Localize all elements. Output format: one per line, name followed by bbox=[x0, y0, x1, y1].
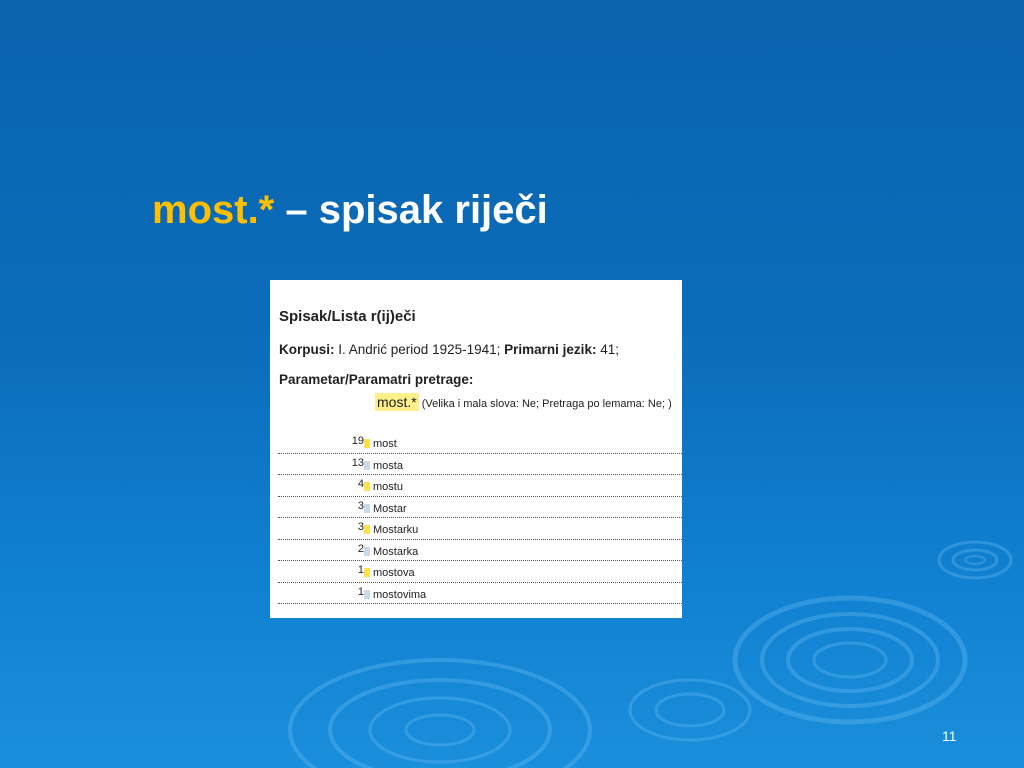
corpus-label: Korpusi: bbox=[279, 342, 335, 357]
word-color-marker bbox=[364, 504, 370, 513]
word-count: 13 bbox=[351, 456, 364, 469]
screenshot-heading: Spisak/Lista r(ij)eči bbox=[279, 308, 416, 325]
word-row bbox=[278, 583, 682, 605]
primary-language-label: Primarni jezik: bbox=[504, 342, 597, 357]
corpus-value: I. Andrić period 1925-1941; bbox=[338, 342, 501, 357]
word-color-marker bbox=[364, 547, 370, 556]
word-row bbox=[278, 561, 682, 583]
word-row bbox=[278, 540, 682, 562]
word-count: 2 bbox=[357, 542, 364, 555]
word-form: mosta bbox=[373, 459, 403, 472]
word-count: 3 bbox=[357, 521, 364, 533]
word-form: Mostar bbox=[373, 502, 407, 515]
word-form: most bbox=[373, 438, 397, 450]
word-count: 3 bbox=[357, 499, 364, 512]
word-frequency-list bbox=[278, 432, 682, 604]
word-form: mostova bbox=[373, 567, 415, 579]
word-form: mostu bbox=[373, 481, 403, 493]
word-list-screenshot bbox=[270, 280, 682, 618]
search-query-term: most.* bbox=[377, 394, 417, 410]
slide-title-text: – spisak riječi bbox=[285, 188, 548, 232]
word-count: 4 bbox=[357, 478, 364, 490]
slide-title-query: most.* bbox=[152, 188, 275, 232]
word-color-marker bbox=[364, 525, 370, 534]
word-row bbox=[278, 518, 682, 540]
word-row bbox=[278, 497, 682, 519]
slide-title bbox=[152, 186, 548, 234]
word-row bbox=[278, 432, 682, 454]
word-color-marker bbox=[364, 482, 370, 491]
word-color-marker bbox=[364, 461, 370, 470]
corpus-info bbox=[279, 342, 619, 357]
word-form: Mostarka bbox=[373, 545, 419, 558]
word-count: 1 bbox=[357, 564, 364, 576]
word-row bbox=[278, 475, 682, 497]
page-number: 11 bbox=[942, 728, 957, 744]
word-count: 1 bbox=[357, 585, 364, 598]
word-color-marker bbox=[364, 568, 370, 577]
word-form: mostovima bbox=[373, 588, 427, 601]
word-color-marker bbox=[364, 439, 370, 448]
word-form: Mostarku bbox=[373, 524, 419, 536]
search-query bbox=[375, 394, 672, 410]
word-row bbox=[278, 454, 682, 476]
word-count: 19 bbox=[351, 435, 364, 447]
search-query-options: (Velika i mala slova: Ne; Pretraga po lemama: Ne; ) bbox=[421, 398, 672, 410]
primary-language-value: 41; bbox=[600, 342, 619, 357]
search-params-label: Parametar/Paramatri pretrage: bbox=[279, 372, 474, 387]
word-color-marker bbox=[364, 590, 370, 599]
